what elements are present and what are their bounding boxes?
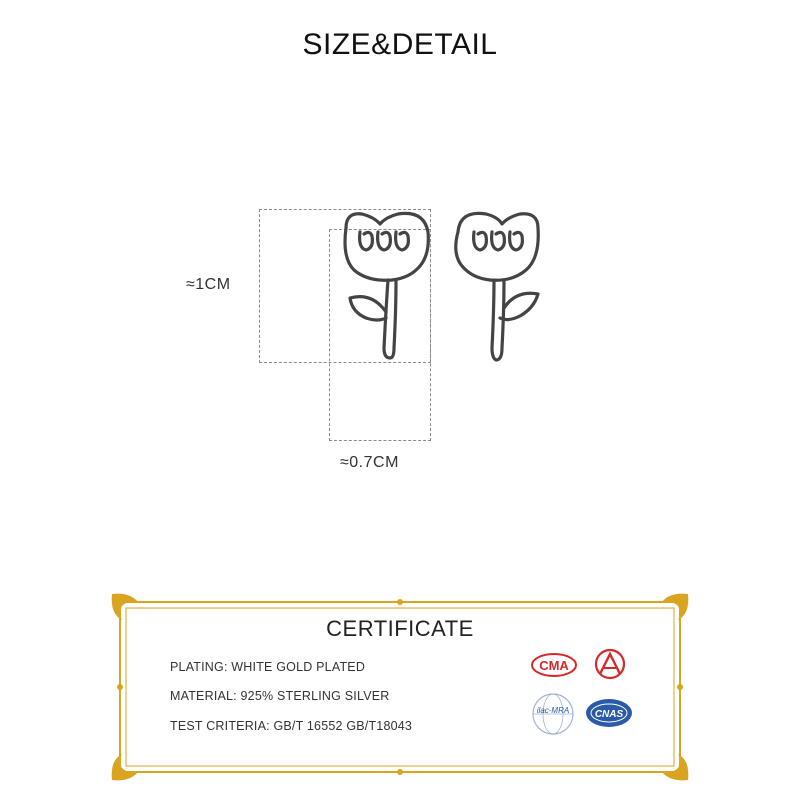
width-label: ≈0.7CM — [340, 454, 399, 471]
cal-logo — [586, 648, 634, 680]
cnas-logo — [584, 696, 634, 730]
tulip-stud-earring-icon — [448, 208, 552, 366]
page-title: SIZE&DETAIL — [302, 28, 498, 61]
test-criteria-line: TEST CRITERIA: GB/T 16552 GB/T18043 — [170, 719, 413, 733]
material-line: MATERIAL: 925% STERLING SILVER — [170, 689, 390, 703]
plating-line: PLATING: WHITE GOLD PLATED — [170, 660, 366, 674]
cma-logo — [530, 652, 578, 678]
cma-logo-text: CMA — [539, 658, 569, 673]
ilac-logo-text: ilac-MRA — [536, 706, 570, 715]
height-label: ≈1CM — [186, 276, 231, 293]
certificate-panel — [110, 592, 690, 782]
ilac-mra-logo — [528, 692, 578, 736]
tulip-stud-earring-icon — [328, 208, 432, 366]
certificate-title: CERTIFICATE — [326, 616, 474, 641]
cnas-logo-text: CNAS — [594, 709, 624, 720]
